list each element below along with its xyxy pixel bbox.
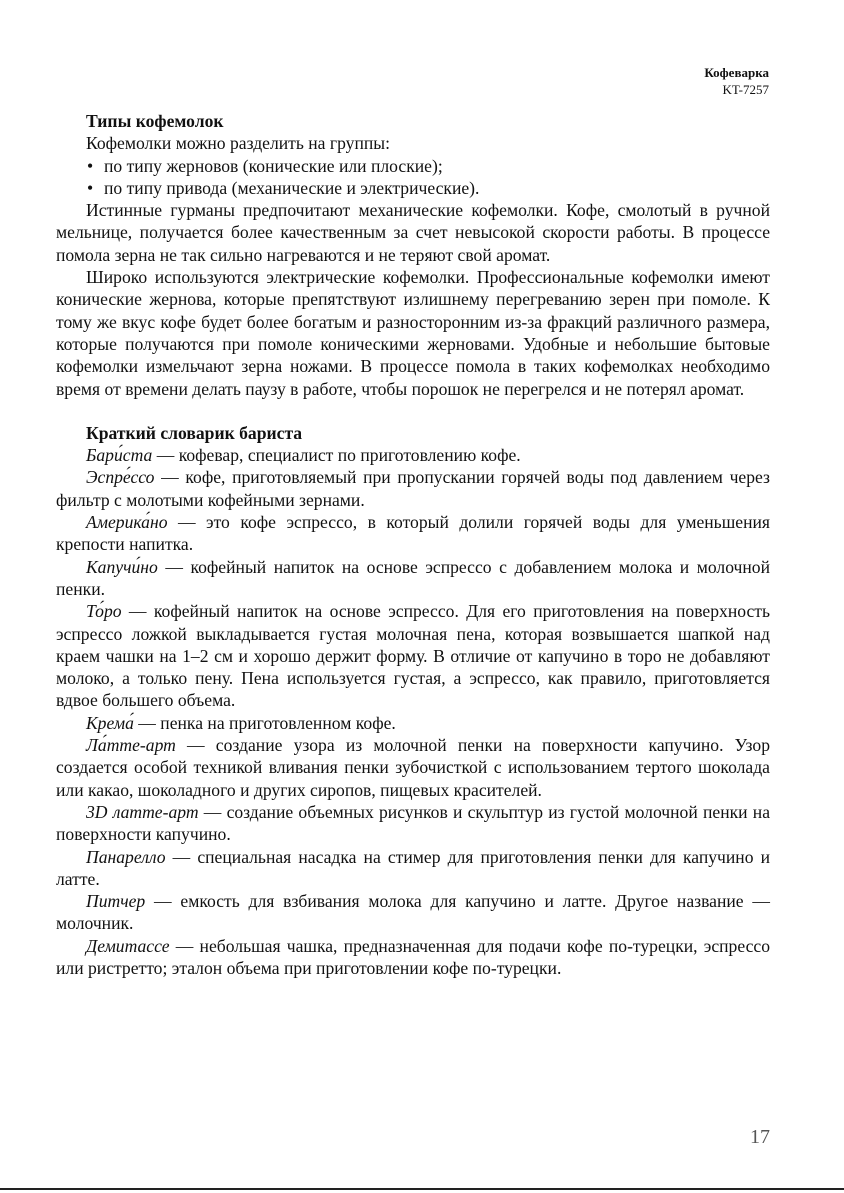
dash: — bbox=[169, 935, 200, 956]
dash: — bbox=[198, 801, 227, 822]
glossary-entry bbox=[56, 511, 770, 556]
section-gap bbox=[56, 400, 770, 422]
grinders-intro: Кофемолки можно разделить на группы: bbox=[86, 133, 391, 154]
dash: — bbox=[121, 601, 154, 622]
glossary-definition: кофевар, специалист по приготовлению кофе. bbox=[178, 445, 521, 466]
glossary-definition: создание объемных рисунков и скульптур из густой молочной пенки на поверхности капучино. bbox=[56, 801, 771, 845]
glossary-definition: специальная насадка на стимер для приготовления пенки для капучино и латте. bbox=[56, 846, 770, 889]
glossary-entry bbox=[56, 734, 770, 801]
dash: — bbox=[154, 467, 186, 488]
bottom-rule bbox=[0, 1188, 844, 1190]
glossary-term: Бари́ста bbox=[86, 445, 153, 466]
glossary-definition: это кофе эспрессо, в который долили горячей воды для уменьшения крепости напитка. bbox=[56, 512, 770, 555]
list-item: • по типу жерновов (конические или плоские); bbox=[56, 155, 770, 177]
glossary-definition: кофейный напиток на основе эспрессо. Для его приготовления на поверхность эспрессо ложкой выкладывается густая молочная пена, которая возвышается шапкой над краем чашки на 1–2 см и хорошо держит форму. В отличие от капучино в торо не добавляют молоко, а только пену. Пена используется густая, а эспрессо, как правило, приготовляется вдвое большего объема. bbox=[56, 601, 770, 711]
glossary-entry bbox=[56, 444, 770, 466]
paragraph: Широко используются электрические кофемолки. Профессиональные кофемолки имеют конические жернова, которые препятствуют излишнему перегреванию зерен при помоле. К тому же вкус кофе будет более богатым и разносторонним из-за фракций различного размера, которые получаются при помоле коническими жерновами. Удобные и небольшие бытовые кофемолки измельчают зерна ножами. В процессе помола в таких кофемолках необходимо время от времени делать паузу в работе, чтобы порошок не перегрелся и не потерял аромат. bbox=[56, 267, 770, 399]
dash: — bbox=[165, 846, 198, 867]
glossary-definition: пенка на приготовленном кофе. bbox=[160, 712, 396, 733]
glossary-term: Демитассе bbox=[86, 935, 170, 956]
dash: — bbox=[152, 445, 179, 466]
section-title-grinders: Типы кофемолок bbox=[86, 111, 224, 131]
glossary-entry bbox=[56, 846, 770, 891]
glossary-term: Ла́тте-арт bbox=[86, 735, 176, 756]
glossary-definition: кофе, приготовляемый при пропускании горячей воды под давлением через фильтр с молотыми кофейными зернами. bbox=[56, 467, 770, 510]
glossary-term: Эспре́ссо bbox=[86, 467, 155, 488]
dash: — bbox=[175, 735, 216, 756]
section-title-glossary: Краткий словарик бариста bbox=[86, 422, 303, 443]
glossary-term: Панарелло bbox=[86, 846, 166, 867]
glossary-entry bbox=[56, 801, 770, 846]
dash: — bbox=[157, 556, 191, 577]
dash: — bbox=[133, 712, 161, 733]
header-product: Кофеварка bbox=[704, 65, 769, 80]
glossary-term: Крема́ bbox=[86, 712, 134, 733]
running-header bbox=[704, 64, 769, 98]
page-content bbox=[56, 110, 770, 979]
glossary-entry bbox=[56, 466, 770, 511]
glossary-definition: емкость для взбивания молока для капучино и латте. Другое название — молочник. bbox=[56, 891, 770, 934]
dash: — bbox=[167, 512, 207, 533]
glossary-entry bbox=[56, 890, 770, 935]
page-number: 17 bbox=[750, 1126, 770, 1148]
glossary-entry bbox=[56, 556, 770, 601]
paragraph: Истинные гурманы предпочитают механические кофемолки. Кофе, смолотый в ручной мельнице, получается более качественным за счет невысокой скорости работы. В процессе помола зерна не так сильно нагреваются и не теряют свой аромат. bbox=[56, 200, 770, 265]
glossary-term: Америка́но bbox=[86, 512, 168, 533]
glossary-term: То́ро bbox=[86, 601, 122, 622]
glossary-definition: создание узора из молочной пенки на поверхности капучино. Узор создается особой техникой вливания пенки зубочисткой с использованием тертого шоколада или какао, шоколадного и других сиропов, пищевых красителей. bbox=[56, 735, 770, 800]
glossary-definition: небольшая чашка, предназначенная для подачи кофе по-турецки, эспрессо или ристретто; эталон объема при приготовлении кофе по-турецки. bbox=[56, 935, 771, 978]
grinder-groups-list bbox=[56, 155, 770, 200]
header-model: KT-7257 bbox=[722, 82, 769, 97]
list-item: • по типу привода (механические и электрические). bbox=[56, 177, 770, 199]
glossary-definition: кофейный напиток на основе эспрессо с добавлением молока и молочной пенки. bbox=[56, 556, 771, 599]
glossary-term: 3D латте-арт bbox=[86, 801, 199, 822]
glossary-entry bbox=[56, 600, 770, 711]
glossary-term: Питчер bbox=[86, 891, 146, 912]
dash: — bbox=[145, 891, 181, 912]
glossary-term: Капучи́но bbox=[86, 556, 158, 577]
glossary-entry bbox=[56, 712, 770, 734]
glossary-entry bbox=[56, 935, 770, 980]
